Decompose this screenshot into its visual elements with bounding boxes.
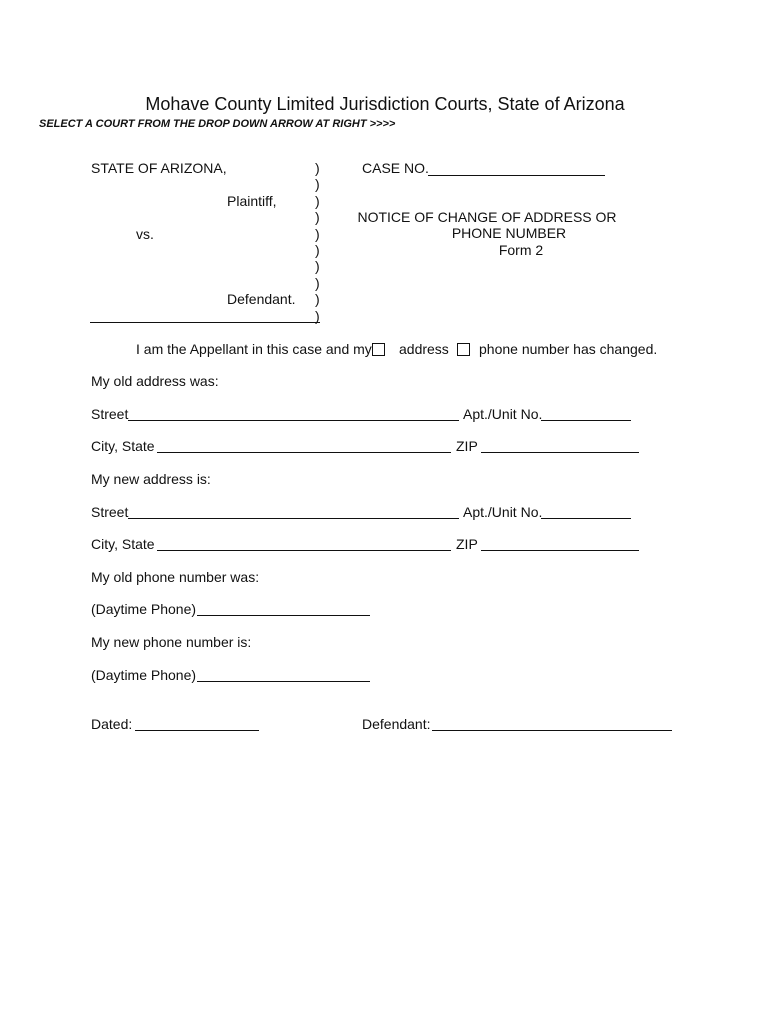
notice-title-line2: PHONE NUMBER	[451, 225, 567, 241]
notice-title-line1: NOTICE OF CHANGE OF ADDRESS OR	[357, 209, 617, 225]
defendant-name-field[interactable]	[90, 306, 320, 323]
page-title: Mohave County Limited Jurisdiction Courts, State of Arizona	[145, 94, 625, 114]
case-no-field[interactable]	[428, 159, 605, 176]
address-option-label: address	[399, 341, 449, 357]
dated-label: Dated:	[91, 716, 133, 732]
form-number: Form 2	[498, 242, 544, 258]
phone-change-checkbox[interactable]	[457, 343, 470, 356]
old-address-heading: My old address was:	[91, 373, 219, 389]
dated-field[interactable]	[135, 714, 259, 731]
caption-paren: )	[315, 307, 320, 324]
caption-paren: )	[315, 274, 320, 291]
old-phone-heading: My old phone number was:	[91, 569, 260, 585]
new-phone-field[interactable]	[197, 665, 370, 682]
caption-paren: )	[315, 242, 320, 258]
new-zip-field[interactable]	[481, 534, 639, 551]
phone-option-label: phone number has changed.	[479, 341, 658, 357]
old-street-label: Street	[91, 406, 129, 422]
court-select-instruction: SELECT A COURT FROM THE DROP DOWN ARROW AT RIGHT >>>>	[39, 118, 396, 130]
appellant-statement: I am the Appellant in this case and my	[136, 341, 372, 357]
new-apt-label: Apt./Unit No.	[463, 504, 543, 520]
new-daytime-phone-label: (Daytime Phone)	[91, 667, 197, 683]
old-street-field[interactable]	[128, 404, 459, 421]
new-apt-field[interactable]	[541, 502, 631, 519]
new-street-field[interactable]	[128, 502, 459, 519]
defendant-signature-field[interactable]	[432, 714, 672, 731]
caption-paren: )	[315, 225, 320, 242]
caption-paren: )	[315, 160, 320, 176]
new-city-state-label: City, State	[91, 536, 155, 552]
new-city-state-field[interactable]	[157, 534, 451, 551]
caption-paren: )	[315, 192, 320, 209]
caption-paren: )	[315, 176, 320, 193]
old-apt-field[interactable]	[541, 404, 631, 421]
old-city-state-label: City, State	[91, 438, 155, 454]
new-address-heading: My new address is:	[91, 471, 211, 487]
old-apt-label: Apt./Unit No.	[463, 406, 543, 422]
caption-paren: )	[315, 291, 320, 308]
state-of-arizona-label: STATE OF ARIZONA,	[91, 160, 227, 176]
new-zip-label: ZIP	[456, 536, 478, 552]
address-change-checkbox[interactable]	[372, 343, 385, 356]
old-zip-label: ZIP	[456, 438, 478, 454]
caption-paren: )	[315, 258, 320, 275]
old-city-state-field[interactable]	[157, 436, 451, 453]
vs-label: vs.	[136, 226, 154, 242]
plaintiff-label: Plaintiff,	[227, 193, 277, 209]
old-zip-field[interactable]	[481, 436, 639, 453]
old-phone-field[interactable]	[197, 599, 370, 616]
old-daytime-phone-label: (Daytime Phone)	[91, 601, 197, 617]
defendant-label: Defendant.	[227, 291, 296, 307]
new-street-label: Street	[91, 504, 129, 520]
defendant-signature-label: Defendant:	[362, 716, 431, 732]
caption-paren: )	[315, 209, 320, 226]
new-phone-heading: My new phone number is:	[91, 634, 252, 650]
case-no-label: CASE NO.	[362, 160, 429, 176]
